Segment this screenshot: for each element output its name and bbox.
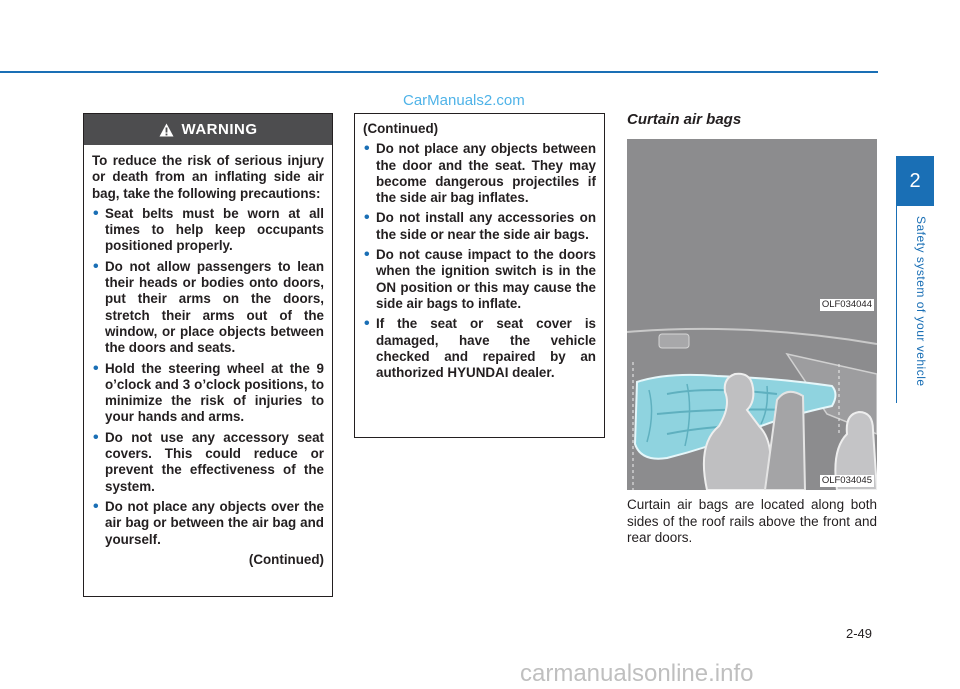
figure-2-code: OLF034045 <box>821 475 872 486</box>
warning-box <box>83 113 333 597</box>
warning-triangle-icon <box>159 123 174 137</box>
header-rule <box>0 71 878 73</box>
list-item: • Do not place any objects over the air bag or between the air bag and yourself. <box>93 497 324 547</box>
bullet-icon: • <box>364 209 370 227</box>
curtain-airbag-illustration <box>627 314 877 490</box>
figure-1 <box>627 139 877 314</box>
chapter-number: 2 <box>909 169 921 192</box>
list-item: • Do not use any accessory seat covers. This could reduce or prevent the effectiveness of the system. <box>93 428 324 494</box>
list-item: • If the seat or seat cover is damaged, have the vehicle checked and repaired by an authorized HYUNDAI dealer. <box>364 315 596 381</box>
chapter-tab[interactable] <box>896 156 934 206</box>
bullet-icon: • <box>93 497 99 515</box>
list-item: • Seat belts must be worn at all times to help keep occupants positioned properly. <box>93 204 324 254</box>
bullet-icon: • <box>364 246 370 264</box>
bullet-icon: • <box>93 204 99 222</box>
warning-list <box>92 206 324 548</box>
figure-1-code: OLF034044 <box>821 299 872 310</box>
bullet-icon: • <box>364 140 370 158</box>
list-item: • Do not allow passengers to lean their heads or bodies onto doors, put their arms on the doors, stretch their arms out of the window, or place objects between the doors and seats. <box>93 257 324 356</box>
bullet-icon: • <box>93 359 99 377</box>
list-item: • Do not install any accessories on the side or near the side air bags. <box>364 209 596 242</box>
warning-intro: To reduce the risk of serious injury or death from an inflating side air bag, take the following precautions: <box>92 153 324 201</box>
footer-watermark[interactable]: carmanualsonline.info <box>520 660 754 687</box>
warning-header <box>84 114 332 145</box>
list-item: • Do not place any objects between the door and the seat. They may become dangerous projectiles if the side air bag inflates. <box>364 140 596 206</box>
figure-2 <box>627 314 877 490</box>
bullet-icon: • <box>93 428 99 446</box>
chapter-divider <box>896 206 897 403</box>
chapter-title: Safety system of your vehicle <box>914 216 928 387</box>
warning-heading: WARNING <box>181 121 258 138</box>
continued-label: (Continued) <box>248 551 324 567</box>
section-title: Curtain air bags <box>627 111 742 128</box>
continued-heading: (Continued) <box>363 121 439 136</box>
section-description: Curtain air bags are located along both sides of the roof rails above the front and rear doors. <box>627 497 877 545</box>
continued-list <box>363 141 596 381</box>
bullet-icon: • <box>364 315 370 333</box>
list-item: • Do not cause impact to the doors when the ignition switch is in the ON position or this may cause the side air bags to inflate. <box>364 246 596 311</box>
site-watermark[interactable]: CarManuals2.com <box>403 92 525 109</box>
page-number: 2-49 <box>846 626 873 641</box>
continued-box <box>354 113 605 438</box>
bullet-icon: • <box>93 257 99 275</box>
list-item: • Hold the steering wheel at the 9 o’clock and 3 o’clock positions, to minimize the risk of injuries to your hands and arms. <box>93 359 324 425</box>
